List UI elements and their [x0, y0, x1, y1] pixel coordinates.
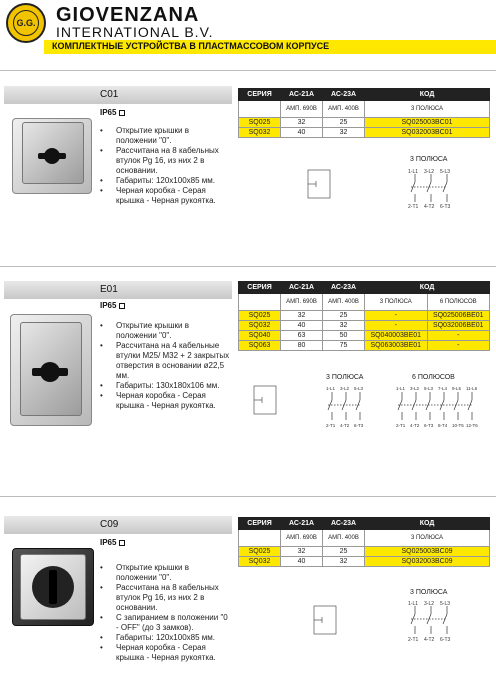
terminal-label: 4-T2 — [424, 204, 435, 210]
header — [0, 0, 496, 58]
table-cell: SQ040 — [239, 331, 281, 341]
section-divider — [0, 496, 496, 497]
category-banner — [44, 40, 496, 54]
col-subheader: АМП. 690В — [281, 530, 323, 547]
col-header: КОД — [365, 518, 490, 530]
schema-title: 3 ПОЛЮСА — [326, 374, 364, 381]
table-cell: SQ032003BC09 — [365, 557, 490, 567]
col-header: АС-21А — [281, 282, 323, 294]
section-title: C09 — [100, 519, 119, 530]
square-icon — [119, 303, 125, 309]
features-list-e01 — [100, 321, 232, 411]
giovenzana-logo — [6, 3, 46, 43]
table-cell: 75 — [323, 341, 365, 351]
table-cell: SQ040003BE01 — [365, 331, 428, 341]
col-header: АС-23А — [323, 518, 365, 530]
terminal-label: 2-T1 — [396, 423, 406, 428]
table-cell: - — [427, 331, 490, 341]
section-title-bar-c09 — [4, 516, 232, 534]
terminal-label: 5-L3 — [440, 601, 451, 607]
table-cell: 40 — [281, 321, 323, 331]
list-item: • Габариты: 120x100x85 мм. — [100, 633, 232, 643]
table-cell: SQ032006BE01 — [427, 321, 490, 331]
terminal-label: 2-T1 — [326, 423, 336, 428]
table-cell: - — [365, 311, 428, 321]
table-cell: 25 — [323, 118, 365, 128]
col-header: СЕРИЯ — [239, 282, 281, 294]
features-list-c09 — [100, 563, 232, 663]
terminal-label: 1-L1 — [326, 386, 336, 391]
terminal-label: 12-T6 — [466, 423, 478, 428]
spec-table-c09 — [238, 517, 490, 567]
col-header: СЕРИЯ — [239, 89, 281, 101]
terminal-label: 5-L3 — [424, 386, 434, 391]
terminal-label: 1-L1 — [396, 386, 406, 391]
terminal-label: 10-T5 — [452, 423, 464, 428]
table-cell: 40 — [281, 128, 323, 138]
terminal-label: 5-L3 — [354, 386, 364, 391]
col-header: АС-21А — [281, 518, 323, 530]
table-cell: 32 — [281, 311, 323, 321]
table-cell: SQ025003BC01 — [365, 118, 490, 128]
brand-name: GIOVENZANA — [56, 4, 200, 26]
square-icon — [119, 110, 125, 116]
table-cell: SQ025 — [239, 547, 281, 557]
table-cell: 50 — [323, 331, 365, 341]
wiring-diagram-c01 — [236, 164, 492, 214]
list-item: • Рассчитана на 4 кабельные втулки M25/ M32 + 2 закрытых отверстия в основании ø22,5 мм. — [100, 341, 232, 381]
logo-mark: G.G. — [13, 10, 39, 36]
table-cell: 25 — [323, 311, 365, 321]
col-subheader — [239, 101, 281, 118]
terminal-label: 9-L5 — [452, 386, 462, 391]
table-cell: SQ025003BC09 — [365, 547, 490, 557]
spec-table-e01 — [238, 281, 490, 351]
table-cell: - — [427, 341, 490, 351]
table-cell: SQ063003BE01 — [365, 341, 428, 351]
col-header: КОД — [365, 89, 490, 101]
square-icon — [119, 540, 125, 546]
col-subheader: 3 ПОЛЮСА — [365, 530, 490, 547]
terminal-label: 6-T3 — [354, 423, 364, 428]
ip-rating-text: IP65 — [100, 301, 117, 310]
section-title: C01 — [100, 89, 119, 100]
terminal-label: 4-T2 — [424, 637, 435, 643]
list-item: • Черная коробка - Серая крышка - Черная рукоятка. — [100, 391, 232, 411]
col-subheader: АМП. 400В — [323, 530, 365, 547]
table-cell: 63 — [281, 331, 323, 341]
features-list-c01 — [100, 126, 232, 206]
terminal-label: 2-T1 — [408, 204, 419, 210]
table-row — [239, 341, 490, 351]
terminal-label: 1-L1 — [408, 169, 419, 175]
table-cell: 32 — [323, 321, 365, 331]
terminal-label: 5-L3 — [440, 169, 451, 175]
terminal-label: 3-L2 — [424, 169, 435, 175]
terminal-label: 4-T2 — [340, 423, 350, 428]
section-title-bar-c01 — [4, 86, 232, 104]
ip-rating-text: IP65 — [100, 538, 117, 547]
list-item: • Рассчитана на 8 кабельных втулок Pg 16, из них 2 в основании. — [100, 146, 232, 176]
brand-subtitle: INTERNATIONAL B.V. — [56, 24, 214, 40]
col-header: АС-21А — [281, 89, 323, 101]
section-title-bar-e01 — [4, 281, 232, 299]
table-cell: 32 — [281, 547, 323, 557]
list-item: • Рассчитана на 8 кабельных втулок Pg 16, из них 2 в основании. — [100, 583, 232, 613]
terminal-label: 11-L6 — [466, 386, 478, 391]
spec-table-c01 — [238, 88, 490, 138]
ip-rating-text: IP65 — [100, 108, 117, 117]
col-subheader — [239, 294, 281, 311]
terminal-label: 3-L2 — [424, 601, 435, 607]
col-subheader: АМП. 400В — [323, 101, 365, 118]
table-cell: 32 — [281, 118, 323, 128]
category-title: КОМПЛЕКТНЫЕ УСТРОЙСТВА В ПЛАСТМАССОВОМ КОРПУСЕ — [52, 41, 330, 51]
wiring-diagram-c09 — [236, 596, 492, 644]
list-item: • С запиранием в положении "0 - OFF" (до 3 замков). — [100, 613, 232, 633]
list-item: • Черная коробка - Серая крышка - Черная рукоятка. — [100, 643, 232, 663]
terminal-label: 7-L4 — [438, 386, 448, 391]
table-row — [239, 321, 490, 331]
col-subheader — [239, 530, 281, 547]
ip-rating — [100, 301, 125, 310]
table-row — [239, 547, 490, 557]
schema-title: 3 ПОЛЮСА — [410, 156, 448, 163]
list-item: • Открытие крышки в положении "0". — [100, 126, 232, 146]
col-subheader: АМП. 690В — [281, 294, 323, 311]
table-row — [239, 118, 490, 128]
terminal-label: 3-L2 — [340, 386, 350, 391]
wiring-diagram-e01 — [236, 382, 492, 432]
col-header: АС-23А — [323, 282, 365, 294]
list-item: • Габариты: 120x100x85 мм. — [100, 176, 232, 186]
table-cell: 32 — [323, 128, 365, 138]
col-header: СЕРИЯ — [239, 518, 281, 530]
col-subheader: 6 ПОЛЮСОВ — [427, 294, 490, 311]
list-item: • Открытие крышки в положении "0". — [100, 321, 232, 341]
terminal-label: 3-L2 — [410, 386, 420, 391]
table-row — [239, 311, 490, 321]
table-cell: 25 — [323, 547, 365, 557]
section-divider — [0, 266, 496, 267]
table-cell: SQ063 — [239, 341, 281, 351]
col-subheader: 3 ПОЛЮСА — [365, 101, 490, 118]
table-cell: SQ032 — [239, 557, 281, 567]
col-header: АС-23А — [323, 89, 365, 101]
table-row — [239, 128, 490, 138]
col-subheader: 3 ПОЛЮСА — [365, 294, 428, 311]
terminal-label: 6-T3 — [440, 204, 451, 210]
table-cell: SQ032003BC01 — [365, 128, 490, 138]
table-cell: SQ025006BE01 — [427, 311, 490, 321]
section-divider — [0, 70, 496, 71]
terminal-label: 6-T3 — [424, 423, 434, 428]
table-cell: SQ025 — [239, 118, 281, 128]
terminal-label: 2-T1 — [408, 637, 419, 643]
ip-rating — [100, 538, 125, 547]
table-cell: SQ032 — [239, 321, 281, 331]
list-item: • Габариты: 130x180x106 мм. — [100, 381, 232, 391]
table-cell: 40 — [281, 557, 323, 567]
table-cell: 32 — [323, 557, 365, 567]
terminal-label: 4-T2 — [410, 423, 420, 428]
terminal-label: 6-T3 — [440, 637, 451, 643]
schema-title: 6 ПОЛЮСОВ — [412, 374, 455, 381]
table-cell: SQ025 — [239, 311, 281, 321]
col-subheader: АМП. 690В — [281, 101, 323, 118]
schema-title: 3 ПОЛЮСА — [410, 589, 448, 596]
section-title: E01 — [100, 284, 118, 295]
table-cell: 80 — [281, 341, 323, 351]
table-row — [239, 331, 490, 341]
ip-rating — [100, 108, 125, 117]
terminal-label: 1-L1 — [408, 601, 419, 607]
list-item: • Открытие крышки в положении "0". — [100, 563, 232, 583]
table-cell: - — [365, 321, 428, 331]
col-header: КОД — [365, 282, 490, 294]
col-subheader: АМП. 400В — [323, 294, 365, 311]
terminal-label: 8-T4 — [438, 423, 448, 428]
table-cell: SQ032 — [239, 128, 281, 138]
table-row — [239, 557, 490, 567]
list-item: • Черная коробка - Серая крышка - Черная рукоятка. — [100, 186, 232, 206]
